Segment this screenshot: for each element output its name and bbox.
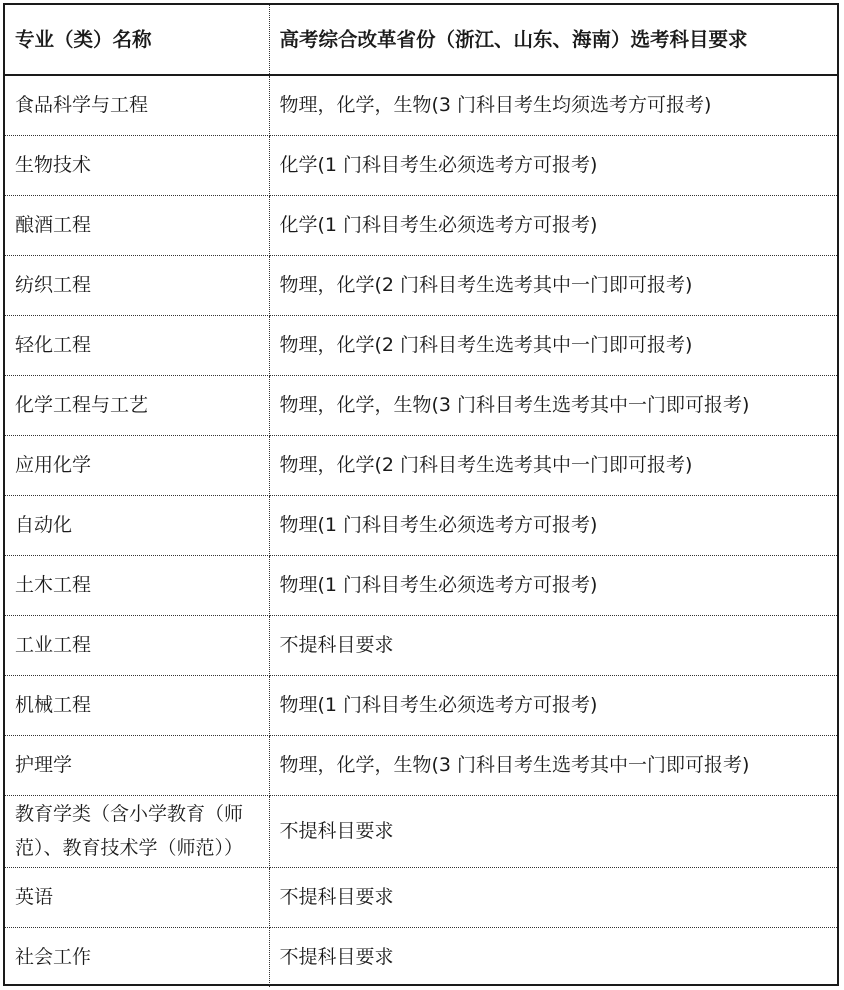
table-row	[5, 135, 837, 195]
requirement-cell: 化学(1 门科目考生必须选考方可报考)	[269, 195, 837, 255]
major-cell: 轻化工程	[5, 315, 269, 375]
requirement-cell: 物理，化学，生物(3 门科目考生选考其中一门即可报考)	[269, 735, 837, 795]
table-row	[5, 867, 837, 927]
major-cell: 英语	[5, 867, 269, 927]
requirements-table-container	[3, 3, 839, 986]
table-row	[5, 555, 837, 615]
header-requirement: 高考综合改革省份（浙江、山东、海南）选考科目要求	[269, 5, 837, 75]
major-cell: 护理学	[5, 735, 269, 795]
table-row	[5, 927, 837, 987]
major-cell: 工业工程	[5, 615, 269, 675]
major-cell: 纺织工程	[5, 255, 269, 315]
requirement-cell: 不提科目要求	[279, 946, 394, 969]
table-row	[5, 495, 837, 555]
table-row	[5, 315, 837, 375]
requirement-cell: 不提科目要求	[269, 795, 837, 867]
requirement-cell: 物理(1 门科目考生必须选考方可报考)	[269, 495, 837, 555]
requirement-cell: 物理，化学，生物(3 门科目考生均须选考方可报考)	[269, 75, 837, 135]
table-row	[5, 795, 837, 867]
requirement-cell: 物理，化学(2 门科目考生选考其中一门即可报考)	[269, 315, 837, 375]
major-cell: 教育学类（含小学教育（师范）、教育技术学（师范））	[5, 795, 269, 867]
table-row	[5, 375, 837, 435]
table-row	[5, 195, 837, 255]
requirement-cell: 物理(1 门科目考生必须选考方可报考)	[269, 555, 837, 615]
table-row	[5, 735, 837, 795]
requirement-cell: 物理，化学(2 门科目考生选考其中一门即可报考)	[269, 435, 837, 495]
major-cell: 社会工作	[5, 927, 269, 987]
requirement-cell: 物理(1 门科目考生必须选考方可报考)	[269, 675, 837, 735]
major-cell: 自动化	[5, 495, 269, 555]
major-cell: 食品科学与工程	[5, 75, 269, 135]
header-major: 专业（类）名称	[5, 5, 269, 75]
table-header-row	[5, 5, 837, 75]
requirement-cell: 不提科目要求	[269, 615, 837, 675]
major-cell: 化学工程与工艺	[5, 375, 269, 435]
table-row	[5, 75, 837, 135]
major-cell: 生物技术	[5, 135, 269, 195]
table-row	[5, 675, 837, 735]
requirement-cell: 化学(1 门科目考生必须选考方可报考)	[269, 135, 837, 195]
table-row	[5, 255, 837, 315]
major-cell: 应用化学	[5, 435, 269, 495]
major-cell: 机械工程	[5, 675, 269, 735]
requirements-table	[5, 5, 837, 987]
major-cell: 土木工程	[5, 555, 269, 615]
requirement-cell: 物理，化学(2 门科目考生选考其中一门即可报考)	[269, 255, 837, 315]
major-cell: 酿酒工程	[5, 195, 269, 255]
table-row	[5, 615, 837, 675]
table-row	[5, 435, 837, 495]
requirement-cell: 物理，化学，生物(3 门科目考生选考其中一门即可报考)	[269, 375, 837, 435]
requirement-cell: 不提科目要求	[269, 867, 837, 927]
